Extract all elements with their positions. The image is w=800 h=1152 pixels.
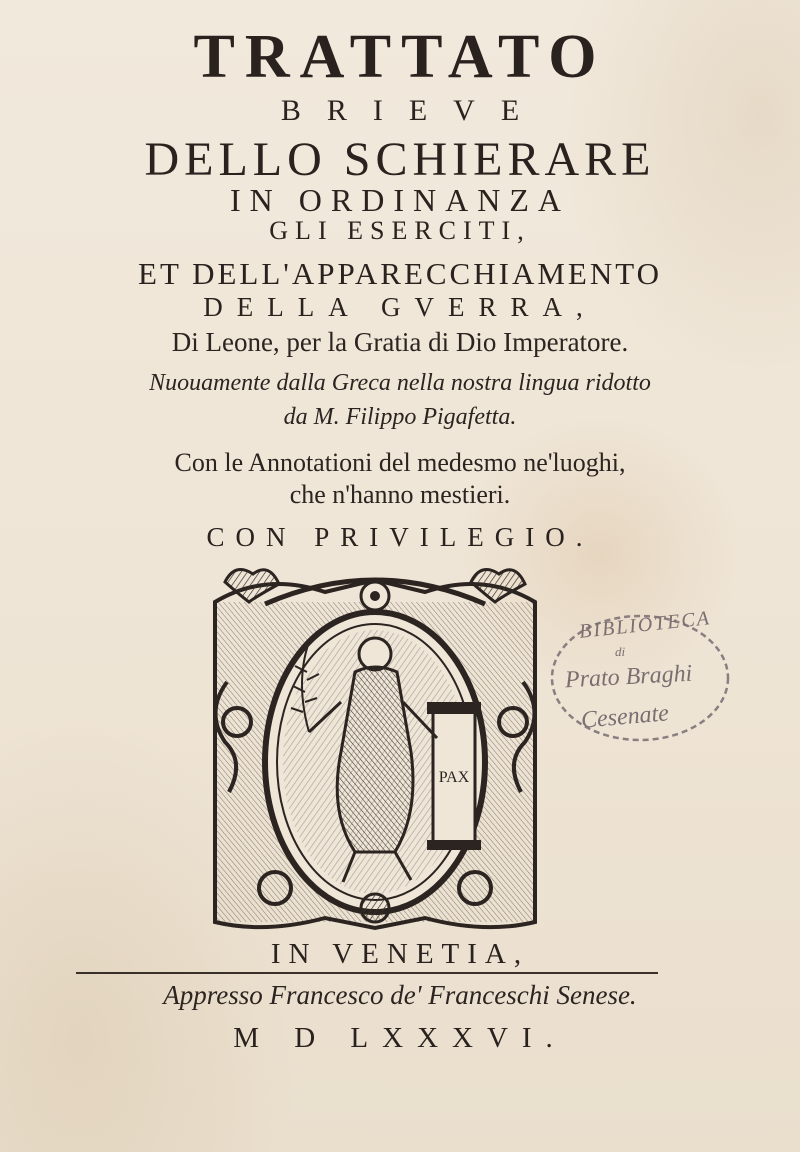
imprint-place: IN VENETIA, — [270, 938, 530, 970]
stamp-line-2: di — [615, 644, 626, 659]
annotations-line-1: Con le Annotationi del medesmo ne'luoghi, — [174, 448, 626, 477]
stamp-line-1: BIBLIOTECA — [578, 607, 712, 643]
title-line-dello-schierare: DELLO SCHIERARE — [144, 133, 656, 186]
translation-line-2: da M. Filippo Pigafetta. — [283, 404, 517, 430]
title-line-in-ordinanza: IN ORDINANZA — [230, 182, 570, 218]
translation-line-1: Nuouamente dalla Greca nella nostra lingua ridotto — [149, 370, 651, 396]
library-stamp — [545, 608, 735, 748]
stamp-line-4: Cesenate — [579, 700, 670, 734]
stamp-line-3: Prato Braghi — [564, 660, 693, 694]
title-line-brieve: BRIEVE — [280, 94, 546, 127]
privilege-line: CON PRIVILEGIO. — [206, 522, 594, 552]
imprint-rule — [76, 972, 658, 974]
title-line-apparecchiamento: ET DELL'APPARECCHIAMENTO — [138, 256, 662, 291]
title-line-gli-eserciti: GLI ESERCITI, — [269, 216, 531, 245]
annotations-line-2: che n'hanno mestieri. — [289, 480, 511, 509]
author-line: Di Leone, per la Gratia di Dio Imperatore. — [171, 327, 629, 357]
imprint-date: M D LXXXVI. — [233, 1022, 567, 1054]
woodcut-tablet-text: PAX — [438, 769, 470, 786]
woodcut-device-image — [205, 562, 545, 934]
title-line-trattato: TRATTATO — [193, 23, 607, 91]
title-line-della-guerra: DELLA GVERRA, — [203, 292, 597, 322]
imprint-publisher: Appresso Francesco de' Franceschi Senese. — [163, 980, 637, 1010]
